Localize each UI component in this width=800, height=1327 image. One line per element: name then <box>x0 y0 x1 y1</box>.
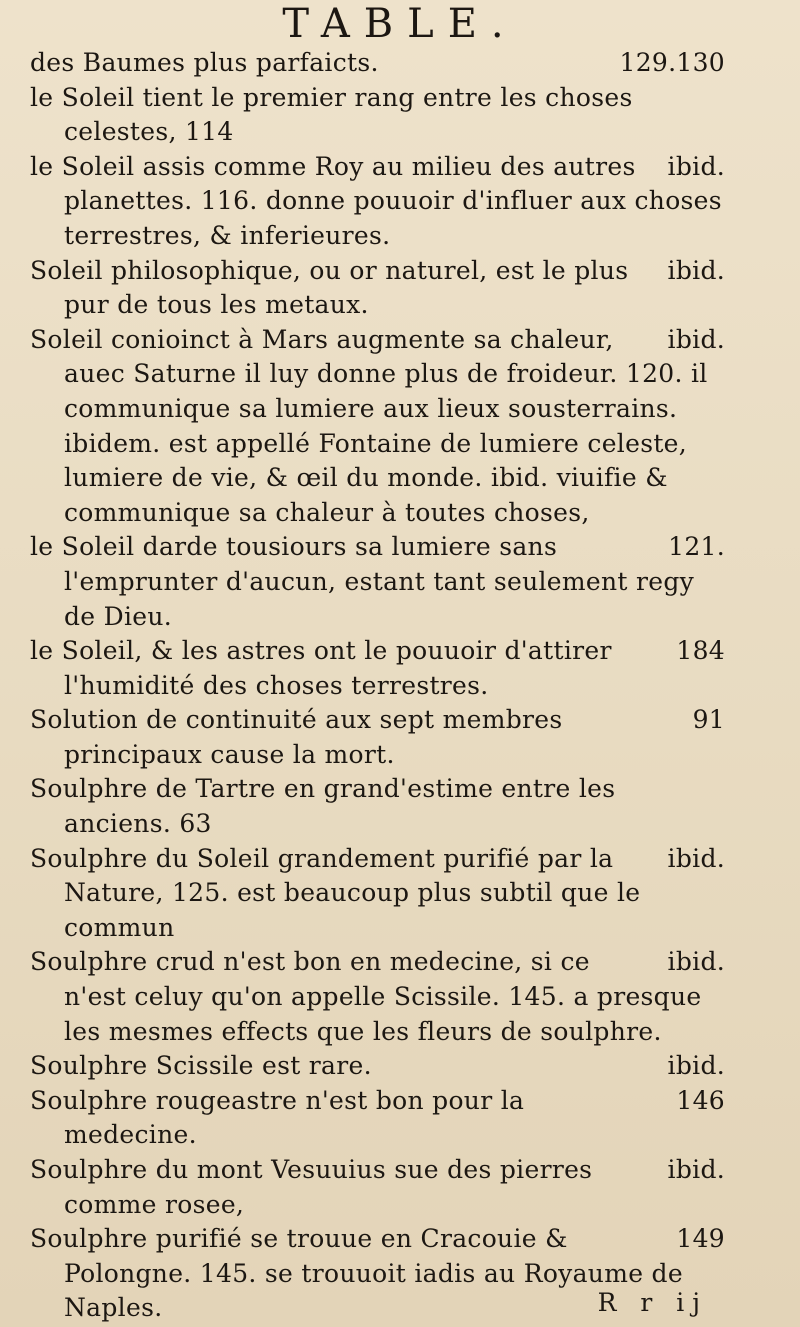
index-entry <box>30 1049 725 1084</box>
entry-page-ref: ibid. <box>667 255 725 285</box>
entry-text: Soleil conioinct à Mars augmente sa chaleur, auec Saturne il luy donne plus de froideur. 120. il communique sa lumiere aux lieux sousterrains. ibidem. est appellé Fontaine de lumiere celeste, lumiere de vie, & œil du monde. ibid. viuifie & communique sa chaleur à toutes choses, <box>30 324 708 527</box>
index-entry <box>30 530 725 634</box>
index-entry <box>30 150 725 254</box>
entry-text: Soulphre purifié se trouue en Cracouie & Polongne. 145. se trouuoit iadis au Royaume de Naples. <box>30 1224 683 1323</box>
entry-page-ref: 146 <box>676 1085 725 1115</box>
entry-text: Soulphre du mont Vesuuius sue des pierres comme rosee, <box>30 1155 593 1219</box>
index-entries <box>30 46 725 1326</box>
index-entry <box>30 842 725 946</box>
entry-text: le Soleil darde tousiours sa lumiere sans l'emprunter d'aucun, estant tant seulement regy de Dieu. <box>30 532 695 631</box>
entry-text: le Soleil, & les astres ont le pouuoir d'attirer l'humidité des choses terrestres. <box>30 636 612 700</box>
entry-page-ref: ibid. <box>667 324 725 354</box>
index-entry <box>30 772 725 841</box>
entry-text: Soulphre de Tartre en grand'estime entre les anciens. 63 <box>30 774 616 839</box>
index-entry <box>30 254 725 323</box>
entry-text: le Soleil tient le premier rang entre les choses celestes, 114 <box>30 82 633 147</box>
entry-page-ref: ibid. <box>667 1155 725 1184</box>
index-entry <box>30 1153 725 1222</box>
entry-page-ref: ibid. <box>667 947 725 977</box>
index-entry <box>30 46 725 81</box>
index-entry <box>30 634 725 703</box>
index-entry <box>30 323 725 531</box>
entry-text: des Baumes plus parfaicts. <box>30 48 379 77</box>
entry-page-ref: 91 <box>692 705 725 735</box>
entry-page-ref: ibid. <box>667 843 725 873</box>
index-entry <box>30 945 725 1049</box>
entry-text: Soleil philosophique, ou or naturel, est le plus pur de tous les metaux. <box>30 255 629 320</box>
page-header: TABLE. <box>282 1 518 47</box>
entry-text: Soulphre crud n'est bon en medecine, si ce n'est celuy qu'on appelle Scissile. 145. a presque les mesmes effects que les fleurs de soulphre. <box>30 947 702 1046</box>
entry-page-ref: 184 <box>676 636 725 666</box>
entry-text: Solution de continuité aux sept membres principaux cause la mort. <box>30 705 563 769</box>
entry-page-ref: ibid. <box>667 151 725 181</box>
signature-mark: R r ij <box>597 1288 708 1317</box>
entry-text: Soulphre rougeastre n'est bon pour la medecine. <box>30 1085 525 1150</box>
index-entry <box>30 81 725 150</box>
entry-text: le Soleil assis comme Roy au milieu des autres planettes. 116. donne pouuoir d'influer aux choses terrestres, & inferieures. <box>30 151 722 250</box>
entry-page-ref: ibid. <box>667 1051 725 1081</box>
index-entry <box>30 1084 725 1153</box>
entry-text: Soulphre du Soleil grandement purifié par la Nature, 125. est beaucoup plus subtil que le commun <box>30 843 641 942</box>
entry-text: Soulphre Scissile est rare. <box>30 1051 372 1081</box>
index-entry <box>30 703 725 772</box>
entry-page-ref: 149 <box>676 1224 725 1254</box>
entry-page-ref: 121. <box>668 532 725 562</box>
entry-page-ref: 129.130 <box>619 48 725 77</box>
